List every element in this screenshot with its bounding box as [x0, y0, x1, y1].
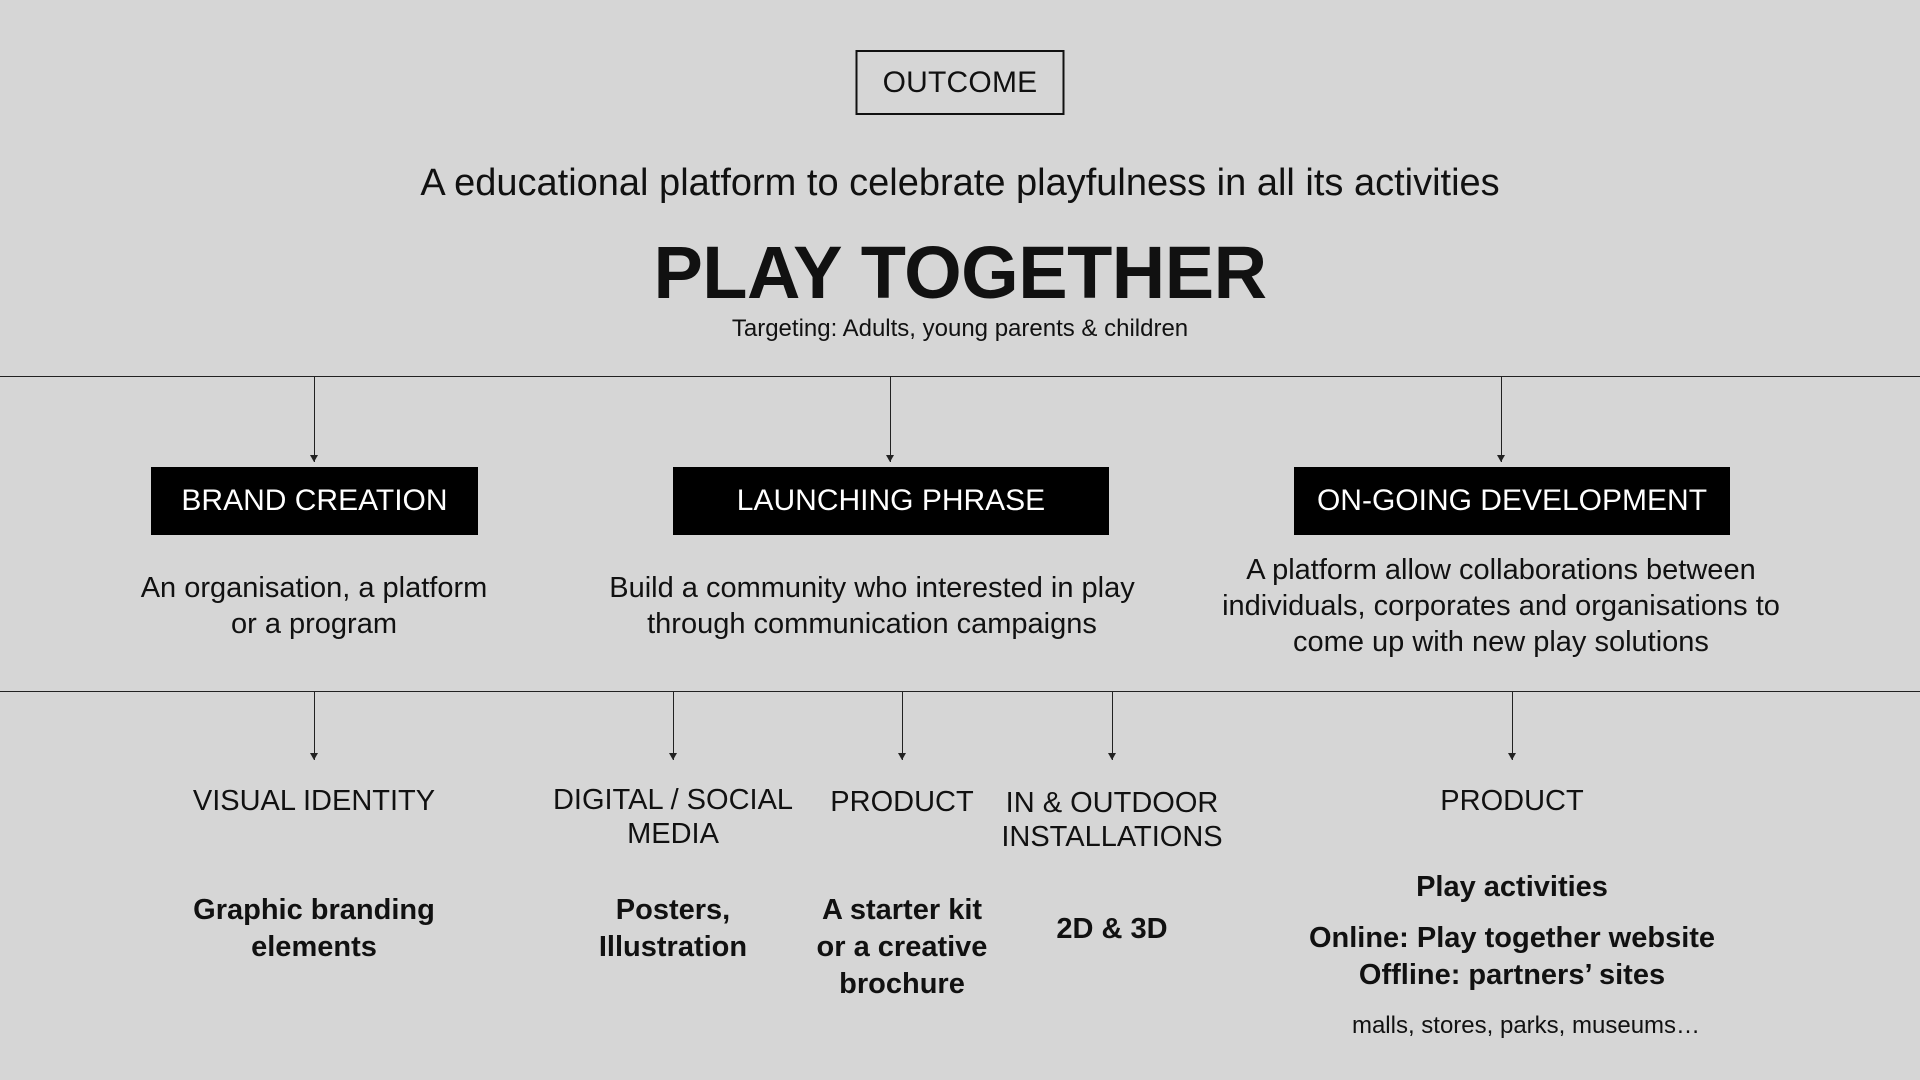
pillar-ongoing-development	[1294, 467, 1730, 535]
description-line: Build a community who interested in play	[609, 572, 1135, 604]
detail-line: or a creative	[816, 931, 988, 963]
output-detail-activities-title: Play activities	[1416, 871, 1608, 903]
detail-line: 2D & 3D	[1056, 913, 1168, 945]
detail-line: elements	[251, 931, 377, 963]
output-detail-product-activities	[1252, 920, 1772, 994]
platform-subtitle: A educational platform to celebrate playfulness in all its activities	[420, 162, 1500, 204]
category-line: IN & OUTDOOR	[1005, 787, 1219, 819]
description-line: A platform allow collaborations between	[1246, 554, 1756, 586]
connector-line-visual-identity	[314, 691, 315, 760]
page-title: PLAY TOGETHER	[653, 231, 1267, 314]
description-line: come up with new play solutions	[1293, 626, 1709, 658]
connector-line-launch	[890, 376, 891, 462]
category-line: PRODUCT	[1440, 785, 1584, 817]
outcome-label: OUTCOME	[882, 65, 1038, 99]
pillar-description-launch	[562, 570, 1182, 642]
pillar-label: ON-GOING DEVELOPMENT	[1316, 484, 1708, 517]
detail-line: Online: Play together website	[1308, 922, 1716, 954]
middle-divider-line	[0, 691, 1920, 692]
arrow-down-icon	[1508, 753, 1516, 760]
targeting-text: Targeting: Adults, young parents & children	[731, 315, 1189, 342]
detail-line: Illustration	[598, 931, 748, 963]
output-category-installations	[992, 786, 1232, 854]
connector-line-installations	[1112, 691, 1113, 760]
detail-line: Graphic branding	[193, 894, 435, 926]
description-line: through communication campaigns	[647, 608, 1097, 640]
description-line: individuals, corporates and organisations to	[1222, 590, 1780, 622]
outcome-label-box	[856, 50, 1065, 115]
pillar-description-brand	[64, 570, 564, 642]
pillar-brand-creation	[151, 467, 478, 535]
output-detail-product-kit	[782, 892, 1022, 1003]
pillar-description-ongoing	[1181, 552, 1821, 660]
arrow-down-icon	[310, 753, 318, 760]
output-category-visual-identity	[154, 784, 474, 818]
connector-line-brand	[314, 376, 315, 462]
detail-line: brochure	[839, 968, 965, 1000]
connector-line-ongoing	[1501, 376, 1502, 462]
pillar-launching-phrase	[673, 467, 1109, 535]
top-divider-line	[0, 376, 1920, 377]
output-category-digital-social	[543, 783, 803, 851]
output-detail-digital-social	[553, 892, 793, 966]
output-category-product-activities	[1392, 784, 1632, 818]
connector-line-product-kit	[902, 691, 903, 760]
arrow-down-icon	[1108, 753, 1116, 760]
category-line: DIGITAL / SOCIAL	[552, 784, 794, 816]
connector-line-digital-social	[673, 691, 674, 760]
pillar-label: LAUNCHING PHRASE	[736, 484, 1046, 517]
output-detail-installations	[1012, 911, 1212, 948]
description-line: or a program	[230, 608, 397, 640]
detail-line: A starter kit	[821, 894, 983, 926]
output-category-product-kit	[802, 785, 1002, 819]
arrow-down-icon	[1497, 455, 1505, 462]
detail-line: Posters,	[615, 894, 731, 926]
arrow-down-icon	[310, 455, 318, 462]
category-line: VISUAL IDENTITY	[192, 785, 436, 817]
connector-line-product-activities	[1512, 691, 1513, 760]
pillar-label: BRAND CREATION	[181, 484, 448, 517]
output-detail-visual-identity	[144, 892, 484, 966]
detail-line: Offline: partners’ sites	[1358, 959, 1666, 991]
category-line: INSTALLATIONS	[1001, 821, 1223, 853]
category-line: PRODUCT	[830, 786, 974, 818]
arrow-down-icon	[669, 753, 677, 760]
output-note-locations: malls, stores, parks, museums…	[1351, 1012, 1701, 1039]
description-line: An organisation, a platform	[140, 572, 488, 604]
arrow-down-icon	[898, 753, 906, 760]
arrow-down-icon	[886, 455, 894, 462]
category-line: MEDIA	[627, 818, 719, 850]
